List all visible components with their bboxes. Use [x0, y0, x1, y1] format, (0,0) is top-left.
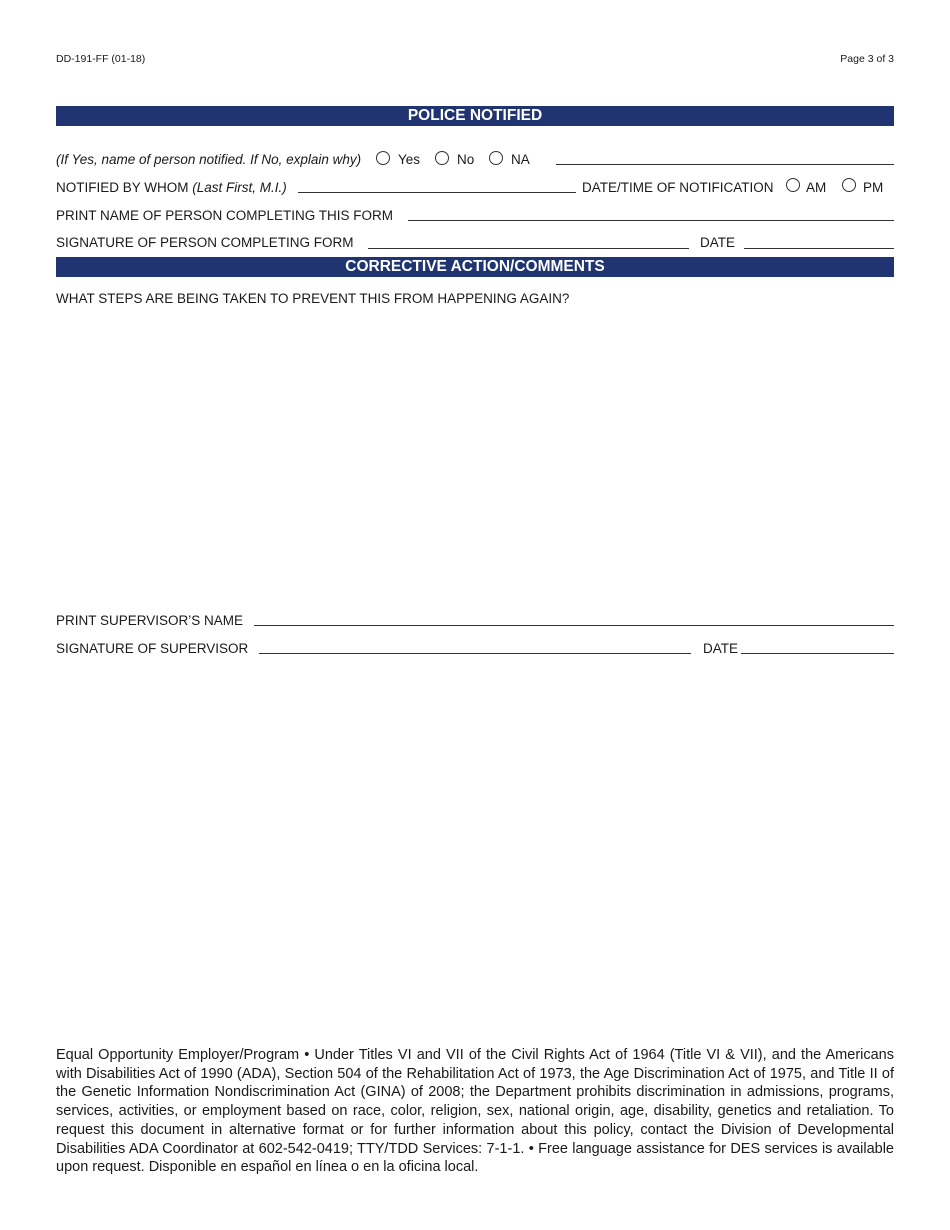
signature-label: SIGNATURE OF PERSON COMPLETING FORM: [56, 235, 354, 250]
police-no-radio[interactable]: [435, 151, 449, 165]
print-name-label: PRINT NAME OF PERSON COMPLETING THIS FORM: [56, 208, 394, 223]
page-number: Page 3 of 3: [840, 53, 894, 65]
police-instruction: (If Yes, name of person notified. If No, explain why): [56, 152, 362, 167]
form-code: DD-191-FF (01-18): [56, 53, 146, 65]
police-notified-heading: POLICE NOTIFIED: [56, 106, 894, 126]
supervisor-date-field[interactable]: [741, 653, 894, 654]
notified-by-label: NOTIFIED BY WHOM (Last First, M.I.): [56, 180, 287, 195]
police-no-label: No: [457, 152, 475, 167]
police-yes-label: Yes: [398, 152, 421, 167]
pm-radio[interactable]: [842, 178, 856, 192]
supervisor-signature-label: SIGNATURE OF SUPERVISOR: [56, 641, 249, 656]
signature-field[interactable]: [368, 248, 689, 249]
prevention-answer-area[interactable]: [56, 312, 894, 602]
print-name-field[interactable]: [408, 220, 894, 221]
police-explanation-field[interactable]: [556, 164, 894, 165]
supervisor-name-field[interactable]: [254, 625, 894, 626]
equal-opportunity-notice: Equal Opportunity Employer/Program • Under Titles VI and VII of the Civil Rights Act of 1964 (Title VI & VII), and the Americans with Disabilities Act of 1990 (ADA), Section 504 of the Rehabilitation Act of 1973, the Age Discrimination Act of 1975, and Title II of the Genetic Information Nondiscrimination Act (GINA) of 2008; the Department prohibits discrimination in admissions, programs, services, activities, or employment based on race, color, religion, sex, national origin, age, disability, genetics and retaliation. To request this document in alternative format or for further information about this policy, contact the Division of Developmental Disabilities ADA Coordinator at 602-542-0419; TTY/TDD Services: 7-1-1. • Free language assistance for DES services is available upon request. Disponible en español en línea o en la oficina local.: [56, 1047, 894, 1176]
signature-date-label: DATE: [700, 235, 736, 250]
supervisor-signature-field[interactable]: [259, 653, 691, 654]
police-yes-radio[interactable]: [376, 151, 390, 165]
prevention-question: WHAT STEPS ARE BEING TAKEN TO PREVENT THIS FROM HAPPENING AGAIN?: [56, 291, 570, 306]
am-label: AM: [806, 180, 827, 195]
notified-by-field[interactable]: [298, 192, 576, 193]
police-na-label: NA: [511, 152, 530, 167]
police-na-radio[interactable]: [489, 151, 503, 165]
pm-label: PM: [863, 180, 884, 195]
am-radio[interactable]: [786, 178, 800, 192]
signature-date-field[interactable]: [744, 248, 894, 249]
corrective-action-heading: CORRECTIVE ACTION/COMMENTS: [56, 257, 894, 277]
supervisor-name-label: PRINT SUPERVISOR’S NAME: [56, 613, 244, 628]
supervisor-date-label: DATE: [703, 641, 739, 656]
notification-datetime-label: DATE/TIME OF NOTIFICATION: [582, 180, 774, 195]
